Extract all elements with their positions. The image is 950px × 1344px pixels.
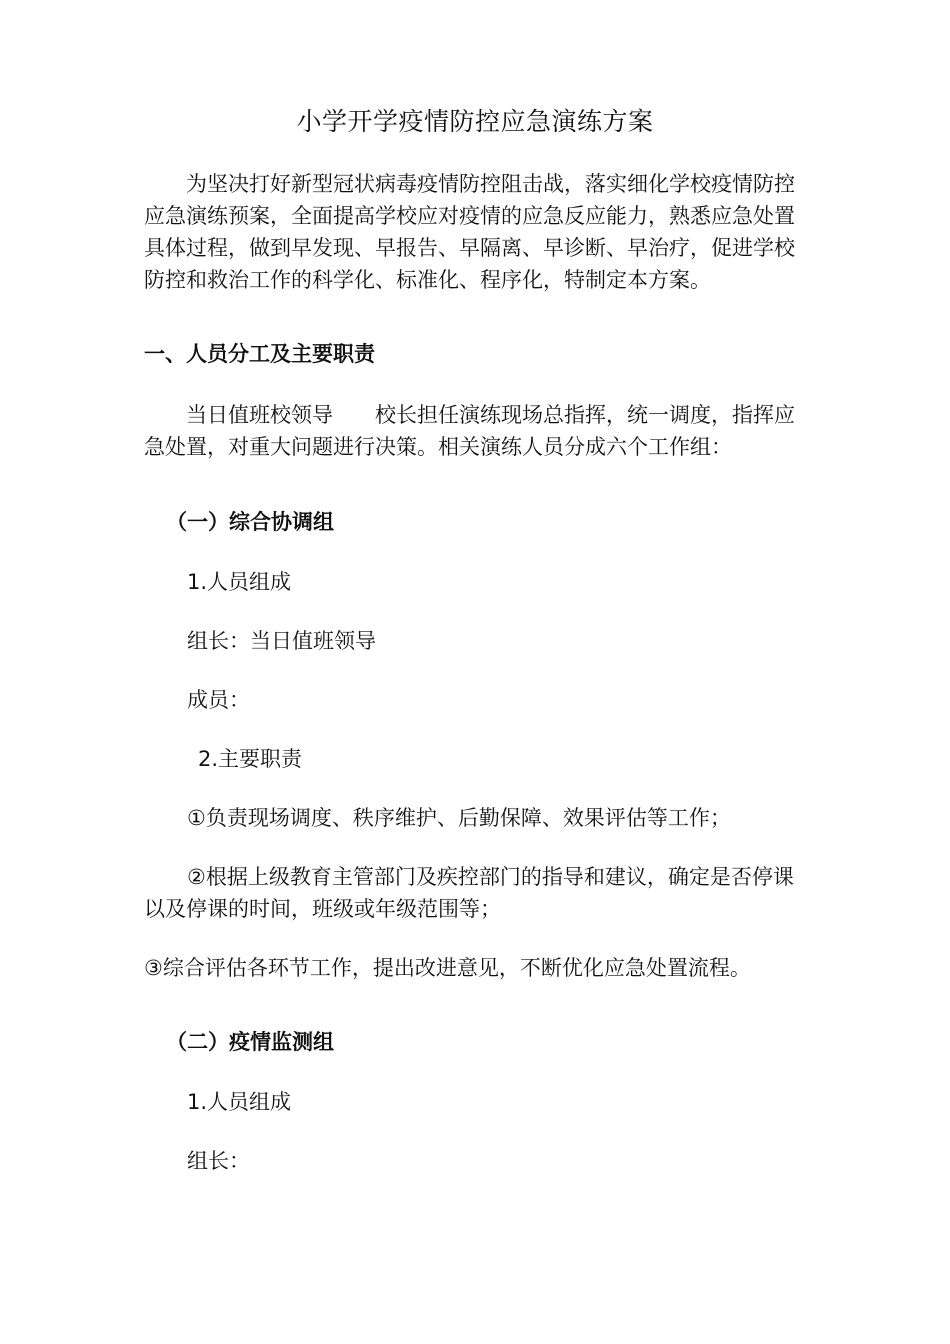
group1-duty-2-line-2: 以及停课的时间，班级或年级范围等； bbox=[144, 897, 501, 921]
intro-line-2: 应急演练预案，全面提高学校应对疫情的应急反应能力，熟悉应急处置 bbox=[144, 204, 795, 228]
intro-line-4: 防控和救治工作的科学化、标准化、程序化，特制定本方案。 bbox=[144, 268, 711, 292]
group2-leader: 组长： bbox=[187, 1149, 250, 1173]
group1-duty-1: ①负责现场调度、秩序维护、后勤保障、效果评估等工作； bbox=[187, 806, 731, 830]
intro-line-3: 具体过程，做到早发现、早报告、早隔离、早诊断、早治疗，促进学校 bbox=[144, 236, 795, 260]
section1-para-line-1: 当日值班校领导 校长担任演练现场总指挥，统一调度，指挥应 bbox=[144, 403, 795, 427]
group2-heading: （二）疫情监测组 bbox=[166, 1030, 334, 1054]
group1-duty-3: ③综合评估各环节工作，提出改进意见，不断优化应急处置流程。 bbox=[144, 956, 751, 980]
group1-members-title: 1.人员组成 bbox=[187, 570, 292, 594]
group1-duties-title: 2.主要职责 bbox=[198, 747, 303, 771]
group1-members: 成员： bbox=[187, 688, 250, 712]
group1-leader: 组长：当日值班领导 bbox=[187, 629, 376, 653]
group1-duty-2-line-1: ②根据上级教育主管部门及疾控部门的指导和建议，确定是否停课 bbox=[187, 865, 794, 889]
intro-line-1: 为坚决打好新型冠状病毒疫情防控阻击战，落实细化学校疫情防控 bbox=[144, 172, 795, 196]
group1-heading: （一）综合协调组 bbox=[166, 510, 334, 534]
group2-members-title: 1.人员组成 bbox=[187, 1090, 292, 1114]
section-heading-1: 一、人员分工及主要职责 bbox=[144, 342, 375, 366]
page-title: 小学开学疫情防控应急演练方案 bbox=[296, 107, 654, 136]
section1-para-line-2: 急处置，对重大问题进行决策。相关演练人员分成六个工作组： bbox=[144, 435, 732, 459]
